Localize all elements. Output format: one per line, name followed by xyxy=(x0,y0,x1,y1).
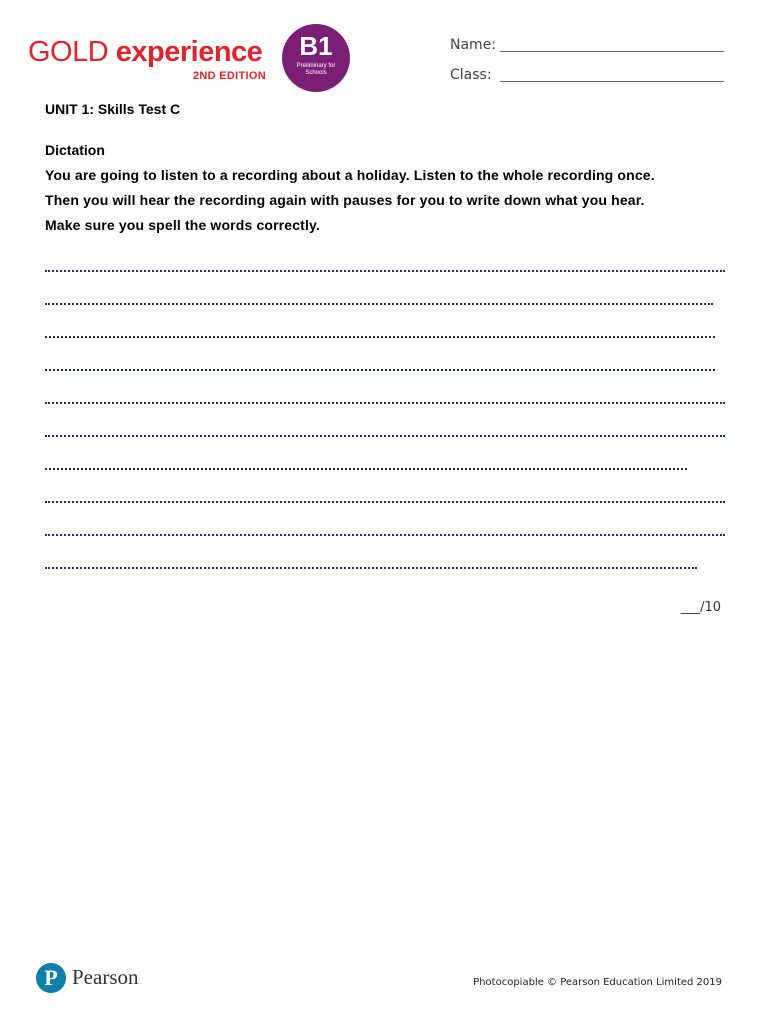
pearson-wordmark: Pearson xyxy=(72,965,139,989)
badge-level: B1 xyxy=(299,31,333,61)
score-box: ___/10 xyxy=(680,600,721,615)
instruction-line: Then you will hear the recording again with pauses for you to write down what you hear. xyxy=(45,192,645,208)
unit-title: UNIT 1: Skills Test C xyxy=(45,101,181,117)
answer-line[interactable] xyxy=(45,369,715,371)
logo-gold-text: GOLD xyxy=(28,36,109,68)
copyright-notice: Photocopiable © Pearson Education Limited 2019 xyxy=(473,977,722,988)
instruction-line: Make sure you spell the words correctly. xyxy=(45,217,320,233)
gold-experience-logo xyxy=(28,38,262,67)
page-header xyxy=(0,0,768,95)
instruction-line: You are going to listen to a recording about a holiday. Listen to the whole recording once. xyxy=(45,167,655,183)
class-line[interactable] xyxy=(500,81,724,82)
level-badge xyxy=(282,24,350,92)
pearson-icon: P xyxy=(36,963,66,993)
name-field[interactable] xyxy=(450,37,500,53)
logo-experience-text: experience xyxy=(115,36,263,68)
answer-lines[interactable] xyxy=(45,270,725,600)
name-label: Name: xyxy=(450,37,497,53)
answer-line[interactable] xyxy=(45,270,725,272)
answer-line[interactable] xyxy=(45,402,725,404)
logo-edition-text: 2ND EDITION xyxy=(193,70,266,82)
dictation-instructions xyxy=(45,142,735,238)
answer-line[interactable] xyxy=(45,435,725,437)
answer-line[interactable] xyxy=(45,468,687,470)
class-label: Class: xyxy=(450,67,492,83)
answer-line[interactable] xyxy=(45,336,715,338)
badge-subtitle: Preliminary for Schools xyxy=(296,63,336,76)
section-heading: Dictation xyxy=(45,142,105,158)
name-line[interactable] xyxy=(500,51,724,52)
answer-line[interactable] xyxy=(45,534,725,536)
answer-line[interactable] xyxy=(45,303,713,305)
class-field[interactable] xyxy=(450,67,500,83)
answer-line[interactable] xyxy=(45,567,697,569)
answer-line[interactable] xyxy=(45,501,725,503)
